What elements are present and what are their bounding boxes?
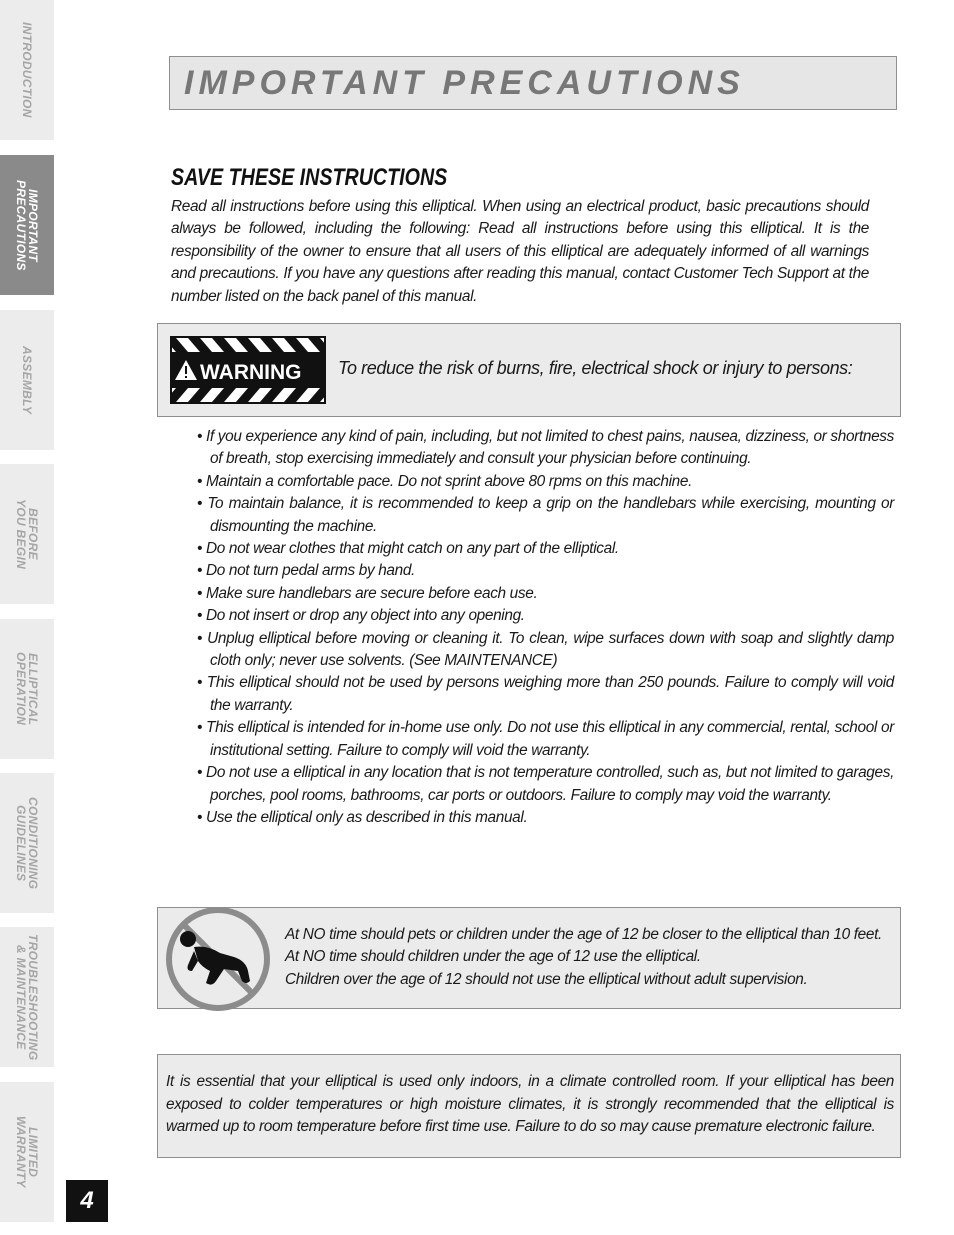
- tab-important-precautions[interactable]: [0, 155, 54, 295]
- list-item: • This elliptical should not be used by persons weighing more than 250 pounds. Failure to comply will void the warranty.: [197, 674, 894, 714]
- page-title-banner: [169, 56, 897, 110]
- tab-elliptical-operation[interactable]: [0, 619, 54, 759]
- warning-sign-icon: [170, 336, 326, 404]
- list-item: • Maintain a comfortable pace. Do not sprint above 80 rpms on this machine.: [197, 472, 692, 490]
- tab-label: CONDITIONING GUIDELINES: [14, 796, 40, 890]
- tab-conditioning-guidelines[interactable]: [0, 773, 54, 913]
- tab-label: ASSEMBLY: [20, 345, 34, 415]
- tab-troubleshooting-maintenance[interactable]: [0, 927, 54, 1067]
- section-sidebar: [0, 0, 54, 1235]
- child-notice-line: Children over the age of 12 should not use the elliptical without adult supervision.: [285, 970, 808, 988]
- tab-label: LIMITED WARRANTY: [14, 1116, 40, 1188]
- section-heading: SAVE THESE INSTRUCTIONS: [171, 164, 448, 191]
- precautions-list: [197, 426, 894, 829]
- list-item: • Do not use a elliptical in any location that is not temperature controlled, such as, but not limited to garages, porches, pool rooms, bathrooms, car ports or outdoors. Failure to comply may void the warranty.: [197, 764, 894, 804]
- list-item: • This elliptical is intended for in-home use only. Do not use this elliptical in any commercial, rental, school or institutional setting. Failure to comply will void the warranty.: [197, 719, 894, 759]
- page-title: IMPORTANT PRECAUTIONS: [184, 63, 745, 102]
- list-item: • Use the elliptical only as described in this manual.: [197, 808, 528, 826]
- no-children-icon: [164, 905, 272, 1013]
- child-safety-text: [285, 924, 895, 991]
- tab-label: BEFORE YOU BEGIN: [14, 498, 40, 570]
- list-item: • Make sure handlebars are secure before each use.: [197, 584, 538, 602]
- list-item: • Do not wear clothes that might catch on any part of the elliptical.: [197, 540, 619, 558]
- warning-text: To reduce the risk of burns, fire, electrical shock or injury to persons:: [338, 358, 853, 378]
- child-notice-line: At NO time should children under the age of 12 use the elliptical.: [285, 948, 701, 966]
- list-item: • Do not turn pedal arms by hand.: [197, 562, 415, 580]
- tab-label: IMPORTANT PRECAUTIONS: [14, 179, 40, 271]
- warning-box: [157, 323, 901, 417]
- tab-label: TROUBLESHOOTING & MAINTENANCE: [14, 933, 40, 1061]
- list-item: • If you experience any kind of pain, including, but not limited to chest pains, nausea, dizziness, or shortness of breath, stop exercising immediately and consult your physician before continuing.: [197, 428, 894, 468]
- tab-assembly[interactable]: [0, 310, 54, 450]
- intro-paragraph: Read all instructions before using this elliptical. When using an electrical product, basic precautions should always be followed, including the following: Read all instructions before using this elliptical. It is the responsibility of the owner to ensure that all users of this elliptical are adequately informed of all warnings and precautions. If you have any questions after reading this manual, contact Customer Tech Support at the number listed on the back panel of this manual.: [171, 198, 869, 305]
- page-number: 4: [66, 1180, 108, 1222]
- indoor-use-box: [157, 1054, 901, 1158]
- tab-limited-warranty[interactable]: [0, 1082, 54, 1222]
- list-item: • To maintain balance, it is recommended to keep a grip on the handlebars while exercising, mounting or dismounting the machine.: [197, 495, 894, 535]
- tab-label: INTRODUCTION: [20, 22, 34, 118]
- warning-sign-label: WARNING: [200, 361, 302, 384]
- tab-label: ELLIPTICAL OPERATION: [14, 652, 40, 726]
- list-item: • Do not insert or drop any object into any opening.: [197, 607, 525, 625]
- tab-introduction[interactable]: [0, 0, 54, 140]
- child-notice-line: At NO time should pets or children under the age of 12 be closer to the elliptical than 10 feet.: [285, 926, 882, 943]
- list-item: • Unplug elliptical before moving or cleaning it. To clean, wipe surfaces down with soap and slightly damp cloth only; never use solvents. (See MAINTENANCE): [197, 629, 894, 670]
- child-safety-box: [157, 907, 901, 1009]
- indoor-use-text: It is essential that your elliptical is used only indoors, in a climate controlled room. If your elliptical has been exposed to colder temperatures or high moisture climates, it is strongly recommended that the elliptical is warmed up to room temperature before first time use. Failure to do so may cause premature electronic failure.: [166, 1073, 894, 1136]
- tab-before-you-begin[interactable]: [0, 464, 54, 604]
